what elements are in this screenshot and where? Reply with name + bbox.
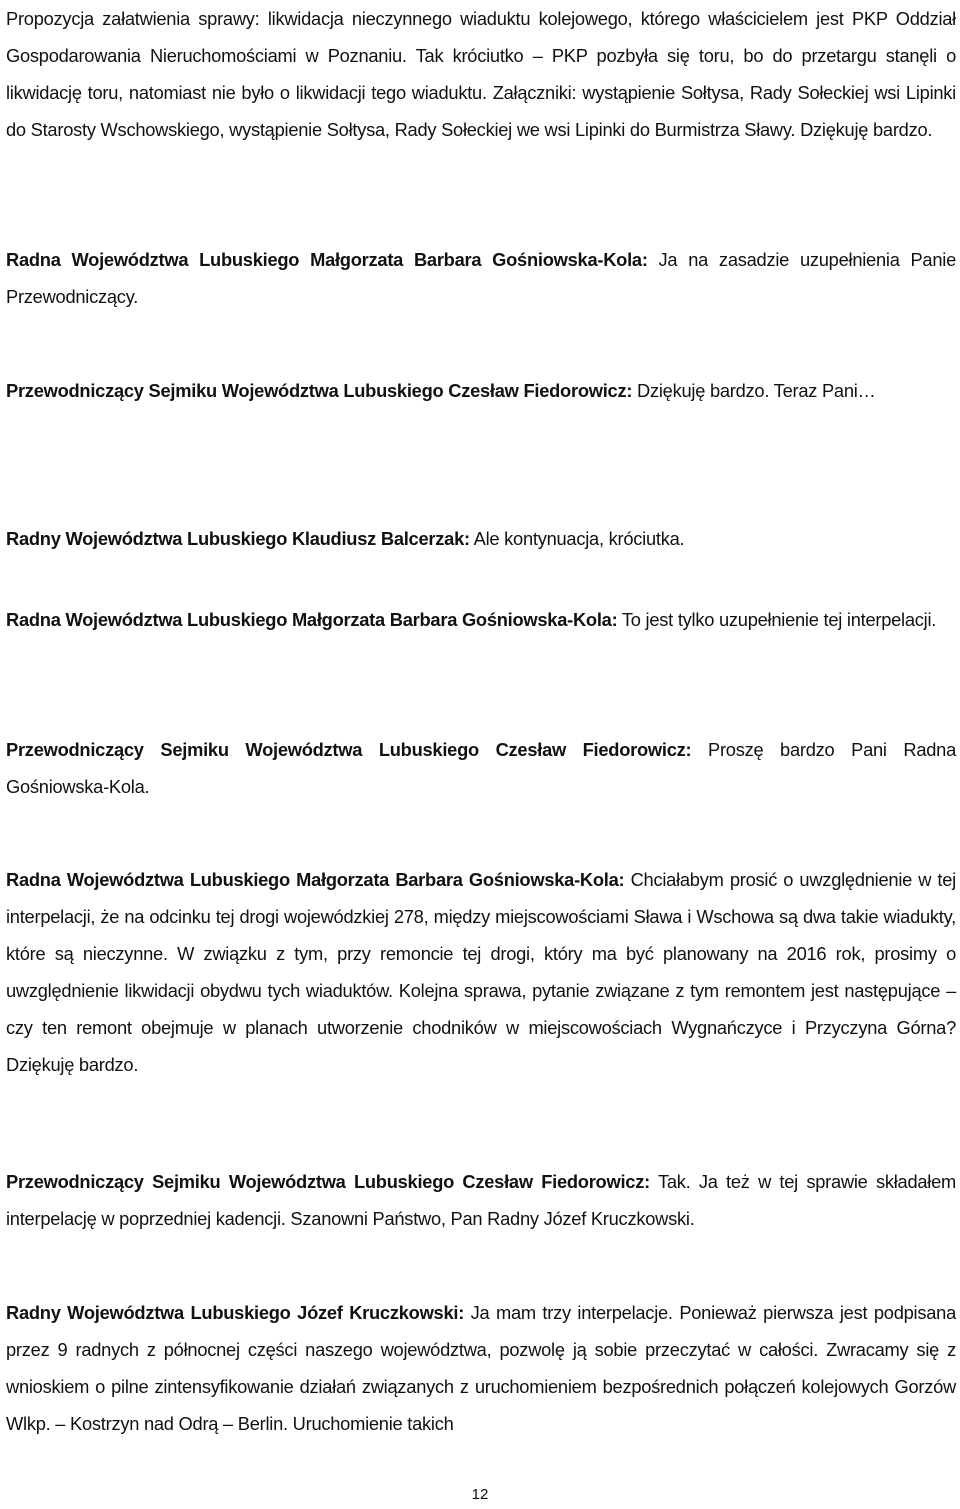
paragraph-text: Dziękuję bardzo. Teraz Pani… <box>632 380 876 401</box>
paragraph-5 <box>6 601 956 638</box>
paragraph-3 <box>6 372 956 409</box>
paragraph-text: To jest tylko uzupełnienie tej interpelacji. <box>617 609 937 630</box>
speaker-name: Przewodniczący Sejmiku Województwa Lubuskiego Czesław Fiedorowicz: <box>6 739 692 760</box>
speaker-name: Radny Województwa Lubuskiego Klaudiusz Balcerzak: <box>6 528 470 549</box>
paragraph-text: Ja mam trzy interpelacje. Ponieważ pierwsza jest podpisana przez 9 radnych z północnej części naszego województwa, pozwolę ją sobie przeczytać w całości. Zwracamy się z wnioskiem o pilne zintensyfikowanie działań związanych z uruchomieniem bezpośrednich połączeń kolejowych Gorzów Wlkp. – Kostrzyn nad Odrą – Berlin. Uruchomienie takich <box>6 1302 956 1434</box>
speaker-name: Radny Województwa Lubuskiego Józef Kruczkowski: <box>6 1302 465 1323</box>
speaker-name: Radna Województwa Lubuskiego Małgorzata Barbara Gośniowska-Kola: <box>6 869 625 890</box>
document-page <box>6 0 956 1509</box>
paragraph-7 <box>6 861 956 1083</box>
paragraph-text: Proszę bardzo Pani Radna Gośniowska-Kola. <box>6 739 956 797</box>
paragraph-text: Propozycja załatwienia sprawy: likwidacja nieczynnego wiaduktu kolejowego, którego właścicielem jest PKP Oddział Gospodarowania Nieruchomościami w Poznaniu. Tak króciutko – PKP pozbyła się toru, bo do przetargu stanęli o likwidację toru, natomiast nie było o likwidacji tego wiaduktu. Załączniki: wystąpienie Sołtysa, Rady Sołeckiej wsi Lipinki do Starosty Wschowskiego, wystąpienie Sołtysa, Rady Sołeckiej we wsi Lipinki do Burmistrza Sławy. Dziękuję bardzo. <box>6 8 956 140</box>
paragraph-8 <box>6 1163 956 1237</box>
paragraph-6 <box>6 731 956 805</box>
speaker-name: Przewodniczący Sejmiku Województwa Lubuskiego Czesław Fiedorowicz: <box>6 380 633 401</box>
paragraph-text: Ja na zasadzie uzupełnienia Panie Przewodniczący. <box>6 249 956 307</box>
paragraph-text: Chciałabym prosić o uwzględnienie w tej interpelacji, że na odcinku tej drogi wojewódzkiej 278, między miejscowościami Sława i Wschowa są dwa takie wiadukty, które są nieczynne. W związku z tym, przy remoncie tej drogi, który ma być planowany na 2016 rok, prosimy o uwzględnienie likwidacji obydwu tych wiaduktów. Kolejna sprawa, pytanie związane z tym remontem jest następujące – czy ten remont obejmuje w planach utworzenie chodników w miejscowościach Wygnańczyce i Przyczyna Górna? Dziękuję bardzo. <box>6 869 956 1075</box>
speaker-name: Radna Województwa Lubuskiego Małgorzata Barbara Gośniowska-Kola: <box>6 249 648 270</box>
page-number: 12 <box>471 1486 489 1503</box>
speaker-name: Radna Województwa Lubuskiego Małgorzata Barbara Gośniowska-Kola: <box>6 609 618 630</box>
paragraph-4 <box>6 520 956 557</box>
paragraph-text: Ale kontynuacja, króciutka. <box>469 528 685 549</box>
paragraph-1 <box>6 0 956 148</box>
speaker-name: Przewodniczący Sejmiku Województwa Lubuskiego Czesław Fiedorowicz: <box>6 1171 650 1192</box>
paragraph-text: Tak. Ja też w tej sprawie składałem interpelację w poprzedniej kadencji. Szanowni Państwo, Pan Radny Józef Kruczkowski. <box>6 1171 956 1229</box>
paragraph-9 <box>6 1294 956 1442</box>
paragraph-2 <box>6 241 956 315</box>
